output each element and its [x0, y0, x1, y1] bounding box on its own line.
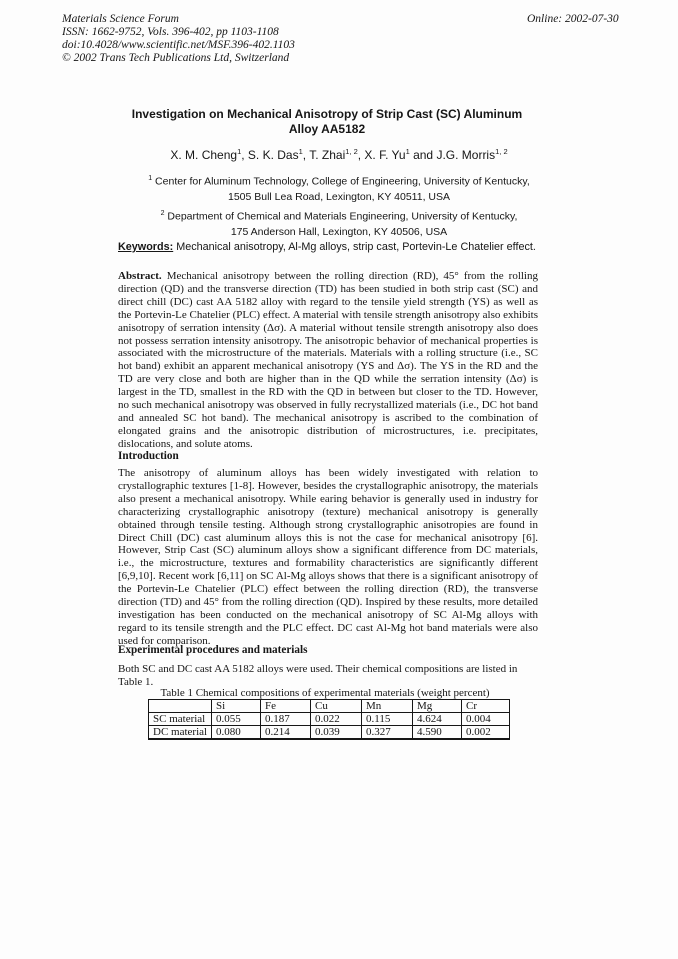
table-header-row	[149, 700, 510, 713]
table-row-dc-material	[149, 726, 510, 740]
table-header-cell: Si	[212, 700, 261, 713]
table-header-cell: Cr	[462, 700, 510, 713]
affiliation-2-line-1: $^2$ Department of Chemical and Materials Engineering, University of Kentucky,	[160, 209, 518, 222]
affiliation-2-line-2: 175 Anderson Hall, Lexington, KY 40506, USA	[230, 225, 448, 238]
journal-name: Materials Science Forum	[62, 13, 179, 25]
section-heading-introduction: Introduction	[118, 450, 179, 462]
abstract-label: Abstract.	[118, 270, 162, 282]
affiliation-superscript: 1	[148, 175, 153, 182]
author-superscript: 1, 2	[495, 147, 508, 156]
author-superscript: 1	[405, 147, 410, 156]
table-cell: 0.055	[212, 713, 261, 726]
keywords-text: Mechanical anisotropy, Al-Mg alloys, strip cast, Portevin-Le Chatelier effect.	[173, 241, 536, 253]
issn-line: ISSN: 1662-9752, Vols. 396-402, pp 1103-1108	[62, 26, 279, 38]
table1-chemical-compositions	[148, 699, 510, 740]
authors-line	[59, 147, 619, 162]
author-superscript: 1	[298, 147, 303, 156]
table-cell: 0.004	[462, 713, 510, 726]
table-cell: 0.002	[462, 726, 510, 740]
table-cell: 0.115	[362, 713, 413, 726]
journal-header	[62, 13, 295, 65]
table-cell: 0.327	[362, 726, 413, 740]
author-separator: ,	[241, 148, 248, 162]
online-date: Online: 2002-07-30	[527, 13, 619, 25]
table-header-cell: Fe	[261, 700, 311, 713]
table-cell: 4.624	[413, 713, 462, 726]
title-line-1: Investigation on Mechanical Anisotropy of Strip Cast (SC) Aluminum	[131, 107, 523, 121]
affiliation-superscript: 2	[160, 209, 165, 217]
experimental-paragraph: Both SC and DC cast AA 5182 alloys were used. Their chemical compositions are listed in Table 1.	[118, 663, 518, 688]
table-cell: SC material	[149, 713, 212, 726]
table-header-cell: Mn	[362, 700, 413, 713]
affiliation-1-line-2: 1505 Bull Lea Road, Lexington, KY 40511, USA	[227, 191, 451, 203]
table-header-cell	[149, 700, 212, 713]
author-separator: ,	[302, 148, 310, 162]
section-heading-experimental: Experimental procedures and materials	[118, 644, 308, 656]
author: X. M. Cheng$^1$,	[170, 147, 248, 162]
author-separator: ,	[357, 148, 365, 162]
author: T. Zhai$^{1, 2}$,	[309, 147, 365, 162]
author-superscript: 1, 2	[345, 147, 358, 156]
author: X. F. Yu$^1$ and	[364, 147, 437, 162]
table-cell: 4.590	[413, 726, 462, 740]
copyright-line: © 2002 Trans Tech Publications Ltd, Switzerland	[62, 52, 290, 64]
table-cell: 0.022	[311, 713, 362, 726]
table-header-cell: Cu	[311, 700, 362, 713]
table-row-sc-material	[149, 713, 510, 726]
keywords-label: Keywords:	[118, 241, 174, 253]
affiliations	[59, 171, 619, 240]
author-separator: and	[409, 148, 437, 162]
table-cell: DC material	[149, 726, 212, 740]
author-superscript: 1	[237, 147, 242, 156]
table-cell: 0.039	[311, 726, 362, 740]
table-cell: 0.214	[261, 726, 311, 740]
title-line-2: Alloy AA5182	[288, 122, 366, 136]
author: J.G. Morris$^{1, 2}$	[436, 147, 508, 162]
paper-title	[107, 107, 547, 137]
abstract-paragraph	[118, 270, 538, 451]
keywords-line	[118, 241, 558, 253]
introduction-paragraph: The anisotropy of aluminum alloys has been widely investigated with relation to crystallographic textures [1-8]. However, besides the crystallographic anisotropy, the materials also present a mechanical anisotropy. While earing behavior is generally used in industry for characterizing crystallographic anisotropy (texture) mechanical anisotropy is generally obtained through tensile testing. Although strong crystallographic anisotropies are found in Direct Chill (DC) cast aluminum alloys this is not the case for mechanical anisotropy [6]. However, Strip Cast (SC) aluminum alloys show a significant difference from DC materials, i.e., the microstructure, textures and formability characteristics are significantly different [6,9,10]. Recent work [6,11] on SC Al-Mg alloys shows that there is a significant anisotropy of the Portevin-Le Chatelier (PLC) effect between the rolling direction (RD), the transverse direction (TD) and 45° from the rolling direction (QD). Inspired by these results, more detailed investigation has been conducted on the mechanical anisotropy of SC Al-Mg alloys with regard to its tensile strength and the PLC effect. DC cast Al-Mg hot band materials were also used for comparison.	[118, 467, 538, 647]
author: S. K. Das$^1$,	[247, 147, 310, 162]
table-cell: 0.187	[261, 713, 311, 726]
table1-caption: Table 1 Chemical compositions of experimental materials (weight percent)	[160, 687, 490, 699]
table-header-cell: Mg	[413, 700, 462, 713]
affiliation-1-line-1: $^1$ Center for Aluminum Technology, College of Engineering, University of Kentucky,	[148, 175, 530, 188]
table-cell: 0.080	[212, 726, 261, 740]
doi-line: doi:10.4028/www.scientific.net/MSF.396-402.1103	[62, 39, 295, 51]
abstract-text: Mechanical anisotropy between the rolling direction (RD), 45° from the rolling direction (QD) and the transverse direction (TD) has been studied in both strip cast (SC) and direct chill (DC) cast AA 5182 alloy with regard to the tensile yield strength (YS) as well as the Portevin-Le Chatelier (PLC) effect. A material with tensile strength anisotropy also exhibits anisotropy of serration intensity (Δσ). A material without tensile strength anisotropy also does not possess serration intensity anisotropy. The anisotropic behavior of mechanical properties is associated with the microstructure of the materials. Materials with a rolling structure (i.e., SC hot band) exhibit an apparent mechanical anisotropy (YS and Δσ). The YS in the RD and the TD are very close and both are higher than in the QD while the serration intensity (Δσ) is largest in the TD, smallest in the RD with the QD in between but closer to the TD. However, no such mechanical anisotropy was observed in fully recrystallized materials (i.e., DC hot band and annealed SC hot band). The mechanical anisotropy is ascribed to the combination of elongated grains and the anisotropic distribution of microstructures, i.e. precipitates, dislocations, and solute atoms.	[118, 270, 538, 450]
